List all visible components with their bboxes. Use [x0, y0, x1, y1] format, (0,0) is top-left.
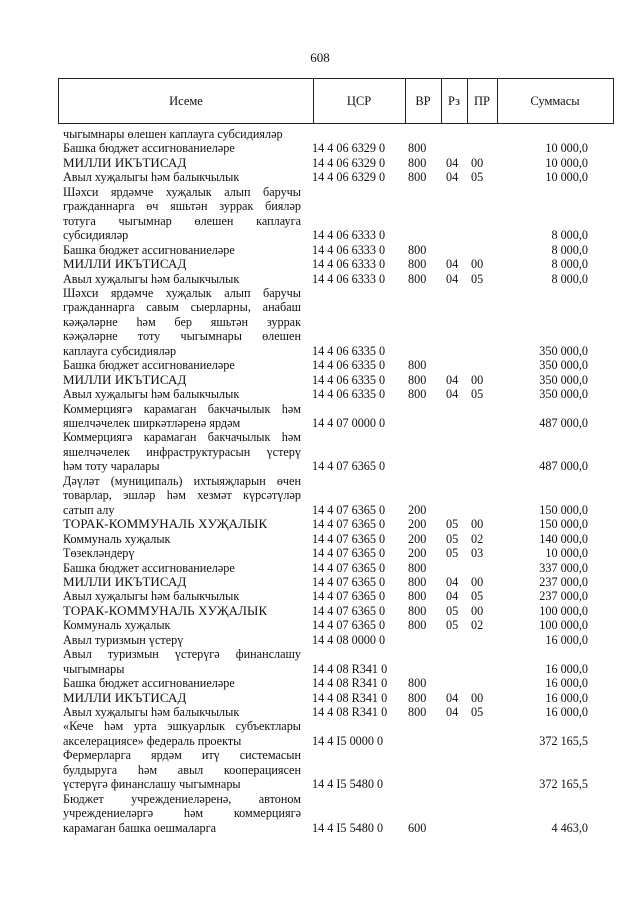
table-row: [58, 792, 614, 835]
row-rz: 04: [446, 372, 459, 387]
row-name-line: Коммерциягә карамаган бакчачылык һәм: [63, 430, 301, 445]
row-vr: 800: [408, 257, 427, 272]
row-name: [63, 618, 301, 632]
row-name-line: һәм тоту чаралары: [63, 459, 160, 474]
row-name: [63, 170, 301, 184]
row-vr: 600: [408, 820, 427, 835]
row-sum: 8 000,0: [551, 242, 588, 257]
row-rz: 04: [446, 705, 459, 719]
row-vr: 800: [408, 676, 427, 691]
row-name-line: Авыл хуҗалыгы һәм балыкчылык: [63, 705, 240, 719]
table-row: [58, 633, 614, 647]
row-name: [63, 243, 301, 257]
row-name-line: Авыл хуҗалыгы һәм балыкчылык: [63, 589, 240, 604]
row-sum: 350 000,0: [539, 358, 588, 373]
row-name-line: «Кече һәм урта эшкуарлык субъектлары: [63, 719, 301, 734]
row-sum: 8 000,0: [551, 228, 588, 243]
row-vr: 200: [408, 531, 427, 546]
row-name-line: булдыруга һәм авыл кооперациясен: [63, 762, 301, 777]
row-name-line: Бюджет учреждениеләренә, автоном: [63, 791, 301, 806]
row-pr: 05: [471, 589, 484, 604]
row-pr: 05: [471, 170, 484, 185]
row-name-line: карамаган башка оешмаларга: [63, 820, 217, 835]
row-csr: 14 4 08 R341 0: [312, 690, 388, 705]
row-csr: 14 4 06 6329 0: [312, 155, 386, 170]
row-sum: 372 165,5: [539, 733, 588, 748]
row-rz: 05: [446, 603, 459, 618]
row-name-line: товарлар, эшләр һәм хезмәт күрсәтүләр: [63, 488, 301, 503]
row-vr: 200: [408, 517, 427, 532]
row-vr: 800: [408, 574, 427, 589]
table-row: [58, 373, 614, 387]
row-sum: 100 000,0: [539, 603, 588, 618]
row-pr: 00: [471, 257, 484, 272]
row-name-line: МИЛЛИ ИКЪТИСАД: [63, 573, 187, 589]
row-vr: 800: [408, 170, 427, 185]
row-vr: 800: [408, 242, 427, 257]
row-sum: 10 000,0: [545, 141, 588, 156]
row-name-line: Дәүләт (муниципаль) ихтыяҗларын өчен: [63, 473, 301, 488]
table-row: [58, 532, 614, 546]
table-row: [58, 257, 614, 271]
row-csr: 14 4 06 6335 0: [312, 372, 386, 387]
row-rz: 05: [446, 517, 459, 532]
table-row: [58, 546, 614, 560]
row-name: [63, 604, 301, 618]
table-row: [58, 358, 614, 372]
row-pr: 05: [471, 271, 484, 286]
table-row: [58, 141, 614, 155]
row-name: [63, 719, 301, 748]
row-csr: 14 4 06 6333 0: [312, 257, 386, 272]
row-pr: 02: [471, 531, 484, 546]
row-name-line: Авыл хуҗалыгы һәм балыкчылык: [63, 170, 240, 185]
table-row: [58, 575, 614, 589]
row-csr: 14 4 07 6365 0: [312, 574, 386, 589]
row-csr: 14 4 06 6329 0: [312, 170, 386, 185]
row-sum: 100 000,0: [539, 618, 588, 633]
row-sum: 16 000,0: [545, 676, 588, 691]
row-name: [63, 561, 301, 575]
row-vr: 800: [408, 705, 427, 719]
row-name: [63, 633, 301, 647]
row-name-line: кәҗәләрне һәм бер яшьтән зуррак: [63, 314, 301, 329]
table-row: [58, 286, 614, 358]
row-csr: 14 4 07 6365 0: [312, 517, 386, 532]
row-vr: 800: [408, 690, 427, 705]
row-name-line: кәҗәләрне тоту чыгымнары өлешен: [63, 329, 301, 344]
row-name: [63, 691, 301, 705]
row-name-line: гражданнарга өч яшьтән зуррак бияләр: [63, 199, 301, 214]
table-header: [58, 78, 614, 124]
row-name-line: яшелчәчелек инфраструктурасын үстерү: [63, 444, 301, 459]
row-sum: 16 000,0: [545, 632, 588, 647]
row-rz: 04: [446, 589, 459, 604]
row-name: [63, 589, 301, 603]
row-name: [63, 257, 301, 271]
row-name-line: МИЛЛИ ИКЪТИСАД: [63, 154, 187, 170]
row-name-line: Шәхси ярдәмче хуҗалык алып баручы: [63, 285, 301, 300]
row-name: [63, 676, 301, 690]
row-csr: 14 4 07 6365 0: [312, 589, 386, 604]
table-row: [58, 272, 614, 286]
row-csr: 14 4 07 6365 0: [312, 531, 386, 546]
row-name: [63, 141, 301, 155]
row-rz: 04: [446, 271, 459, 286]
table-row: [58, 647, 614, 676]
row-name-line: үстерүгә финанслашу чыгымнары: [63, 777, 241, 792]
row-name-line: Башка бюджет ассигнованиеләре: [63, 141, 235, 156]
row-rz: 04: [446, 257, 459, 272]
row-name: [63, 517, 301, 531]
row-csr: 14 4 I5 5480 0: [312, 820, 384, 835]
row-vr: 800: [408, 141, 427, 156]
row-sum: 237 000,0: [539, 574, 588, 589]
row-name-line: сатып алу: [63, 502, 115, 517]
row-name-line: ТОРАК-КОММУНАЛЬ ХУҖАЛЫК: [63, 602, 268, 618]
row-csr: 14 4 06 6329 0: [312, 141, 386, 156]
row-sum: 16 000,0: [545, 705, 588, 719]
row-name-line: Авыл туризмын үстерүгә финанслашу: [63, 647, 301, 662]
table-row: [58, 185, 614, 243]
budget-table: [58, 78, 614, 835]
row-name: [63, 546, 301, 560]
row-name-line: Авыл туризмын үстерү: [63, 632, 184, 647]
table-row: [58, 474, 614, 517]
row-name-line: чыгымнары: [63, 661, 125, 676]
row-csr: 14 4 06 6333 0: [312, 271, 386, 286]
row-name: [63, 792, 301, 835]
row-name-line: ТОРАК-КОММУНАЛЬ ХУҖАЛЫК: [63, 516, 268, 532]
row-name: [63, 373, 301, 387]
row-rz: 04: [446, 387, 459, 402]
row-pr: 02: [471, 618, 484, 633]
table-row: [58, 604, 614, 618]
table-row: [58, 589, 614, 603]
row-sum: 237 000,0: [539, 589, 588, 604]
row-name-line: акселерациясе» федераль проекты: [63, 733, 242, 748]
header-name: Исеме: [169, 94, 203, 108]
row-name-line: МИЛЛИ ИКЪТИСАД: [63, 256, 187, 272]
header-vr: ВР: [415, 94, 431, 108]
row-sum: 372 165,5: [539, 777, 588, 792]
row-rz: 04: [446, 170, 459, 185]
row-name-line: МИЛЛИ ИКЪТИСАД: [63, 689, 187, 705]
row-vr: 800: [408, 155, 427, 170]
row-name: [63, 156, 301, 170]
table-row: [58, 156, 614, 170]
row-rz: 05: [446, 546, 459, 561]
row-rz: 05: [446, 531, 459, 546]
row-csr: 14 4 07 6365 0: [312, 546, 386, 561]
row-csr: 14 4 07 6365 0: [312, 618, 386, 633]
row-name: [63, 705, 301, 719]
table-row: [58, 676, 614, 690]
row-sum: 10 000,0: [545, 155, 588, 170]
row-rz: 04: [446, 574, 459, 589]
row-sum: 487 000,0: [539, 459, 588, 474]
table-row: [58, 387, 614, 401]
row-name: [63, 402, 301, 431]
row-vr: 800: [408, 358, 427, 373]
row-vr: 800: [408, 589, 427, 604]
row-vr: 800: [408, 372, 427, 387]
row-vr: 800: [408, 618, 427, 633]
row-name: [63, 575, 301, 589]
row-name: [63, 286, 301, 358]
table-row: [58, 691, 614, 705]
row-name-line: Башка бюджет ассигнованиеләре: [63, 358, 235, 373]
row-sum: 350 000,0: [539, 343, 588, 358]
table-body: [58, 127, 614, 835]
row-name: [63, 647, 301, 676]
row-name-line: Башка бюджет ассигнованиеләре: [63, 676, 235, 691]
row-csr: 14 4 08 R341 0: [312, 676, 388, 691]
row-vr: 800: [408, 271, 427, 286]
row-sum: 10 000,0: [545, 170, 588, 185]
row-name-line: Башка бюджет ассигнованиеләре: [63, 242, 235, 257]
table-row: [58, 517, 614, 531]
row-vr: 200: [408, 502, 427, 517]
row-csr: 14 4 07 6365 0: [312, 560, 386, 575]
row-sum: 16 000,0: [545, 661, 588, 676]
row-name-line: каплауга субсидияләр: [63, 343, 177, 358]
header-pr: ПР: [474, 94, 490, 108]
page-number: 608: [310, 50, 330, 65]
row-name-line: учреждениеләргә һәм коммерциягә: [63, 806, 301, 821]
row-name: [63, 387, 301, 401]
table-row: [58, 705, 614, 719]
row-name: [63, 748, 301, 791]
row-csr: 14 4 06 6333 0: [312, 242, 386, 257]
row-csr: 14 4 I5 0000 0: [312, 733, 384, 748]
table-row: [58, 561, 614, 575]
row-pr: 00: [471, 155, 484, 170]
row-name-line: гражданнарга савым сыерларны, анабаш: [63, 300, 301, 315]
row-vr: 800: [408, 560, 427, 575]
row-rz: 04: [446, 690, 459, 705]
row-name: [63, 185, 301, 243]
row-csr: 14 4 08 0000 0: [312, 632, 386, 647]
row-sum: 16 000,0: [545, 690, 588, 705]
row-name: [63, 474, 301, 517]
row-name-line: Башка бюджет ассигнованиеләре: [63, 560, 235, 575]
table-row: [58, 170, 614, 184]
row-sum: 8 000,0: [551, 271, 588, 286]
header-sum: Суммасы: [530, 94, 580, 108]
row-name-line: яшелчәчелек ширкәтләренә ярдәм: [63, 415, 241, 430]
header-csr: ЦСР: [346, 94, 372, 108]
row-csr: 14 4 08 R341 0: [312, 661, 388, 676]
row-name: [63, 272, 301, 286]
row-vr: 800: [408, 387, 427, 402]
row-csr: 14 4 06 6335 0: [312, 343, 386, 358]
row-rz: 04: [446, 155, 459, 170]
row-csr: 14 4 07 0000 0: [312, 415, 386, 430]
row-name-line: Авыл хуҗалыгы һәм балыкчылык: [63, 387, 240, 402]
row-csr: 14 4 08 R341 0: [312, 705, 388, 719]
row-name-line: Коммуналь хуҗалык: [63, 531, 171, 546]
row-pr: 00: [471, 603, 484, 618]
row-name: [63, 532, 301, 546]
row-sum: 337 000,0: [539, 560, 588, 575]
row-name-line: тотуга чыгымнар өлешен каплауга: [63, 213, 301, 228]
row-pr: 00: [471, 574, 484, 589]
row-name-line: Коммуналь хуҗалык: [63, 618, 171, 633]
row-name: [63, 358, 301, 372]
row-sum: 487 000,0: [539, 415, 588, 430]
row-sum: 8 000,0: [551, 257, 588, 272]
row-name: [63, 430, 301, 473]
row-pr: 05: [471, 387, 484, 402]
row-sum: 350 000,0: [539, 372, 588, 387]
row-csr: 14 4 I5 5480 0: [312, 777, 384, 792]
row-csr: 14 4 07 6365 0: [312, 459, 386, 474]
row-csr: 14 4 06 6335 0: [312, 358, 386, 373]
row-name-line: МИЛЛИ ИКЪТИСАД: [63, 371, 187, 387]
header-rz: Рз: [448, 94, 460, 108]
row-vr: 800: [408, 603, 427, 618]
row-name-line: Авыл хуҗалыгы һәм балыкчылык: [63, 271, 240, 286]
row-sum: 140 000,0: [539, 531, 588, 546]
table-row: [58, 430, 614, 473]
row-sum: 150 000,0: [539, 517, 588, 532]
table-row: [58, 719, 614, 748]
row-csr: 14 4 06 6335 0: [312, 387, 386, 402]
table-row: [58, 127, 614, 141]
row-sum: 150 000,0: [539, 502, 588, 517]
table-row: [58, 748, 614, 791]
table-row: [58, 402, 614, 431]
row-sum: 10 000,0: [545, 546, 588, 561]
row-name-line: чыгымнары өлешен каплауга субсидияләр: [63, 127, 283, 141]
table-row: [58, 243, 614, 257]
row-name-line: Коммерциягә карамаган бакчачылык һәм: [63, 401, 301, 416]
row-name-line: Фермерларга ярдәм итү системасын: [63, 748, 301, 763]
row-vr: 200: [408, 546, 427, 561]
row-name: [63, 127, 301, 141]
row-name-line: субсидияләр: [63, 228, 129, 243]
row-csr: 14 4 07 6365 0: [312, 502, 386, 517]
row-rz: 05: [446, 618, 459, 633]
table-row: [58, 618, 614, 632]
row-sum: 4 463,0: [551, 820, 588, 835]
row-pr: 05: [471, 705, 484, 719]
row-csr: 14 4 07 6365 0: [312, 603, 386, 618]
row-name-line: Төзекләндерү: [63, 546, 135, 561]
row-pr: 00: [471, 517, 484, 532]
row-pr: 00: [471, 690, 484, 705]
row-name-line: Шәхси ярдәмче хуҗалык алып баручы: [63, 184, 301, 199]
row-sum: 350 000,0: [539, 387, 588, 402]
row-pr: 00: [471, 372, 484, 387]
row-pr: 03: [471, 546, 484, 561]
row-csr: 14 4 06 6333 0: [312, 228, 386, 243]
